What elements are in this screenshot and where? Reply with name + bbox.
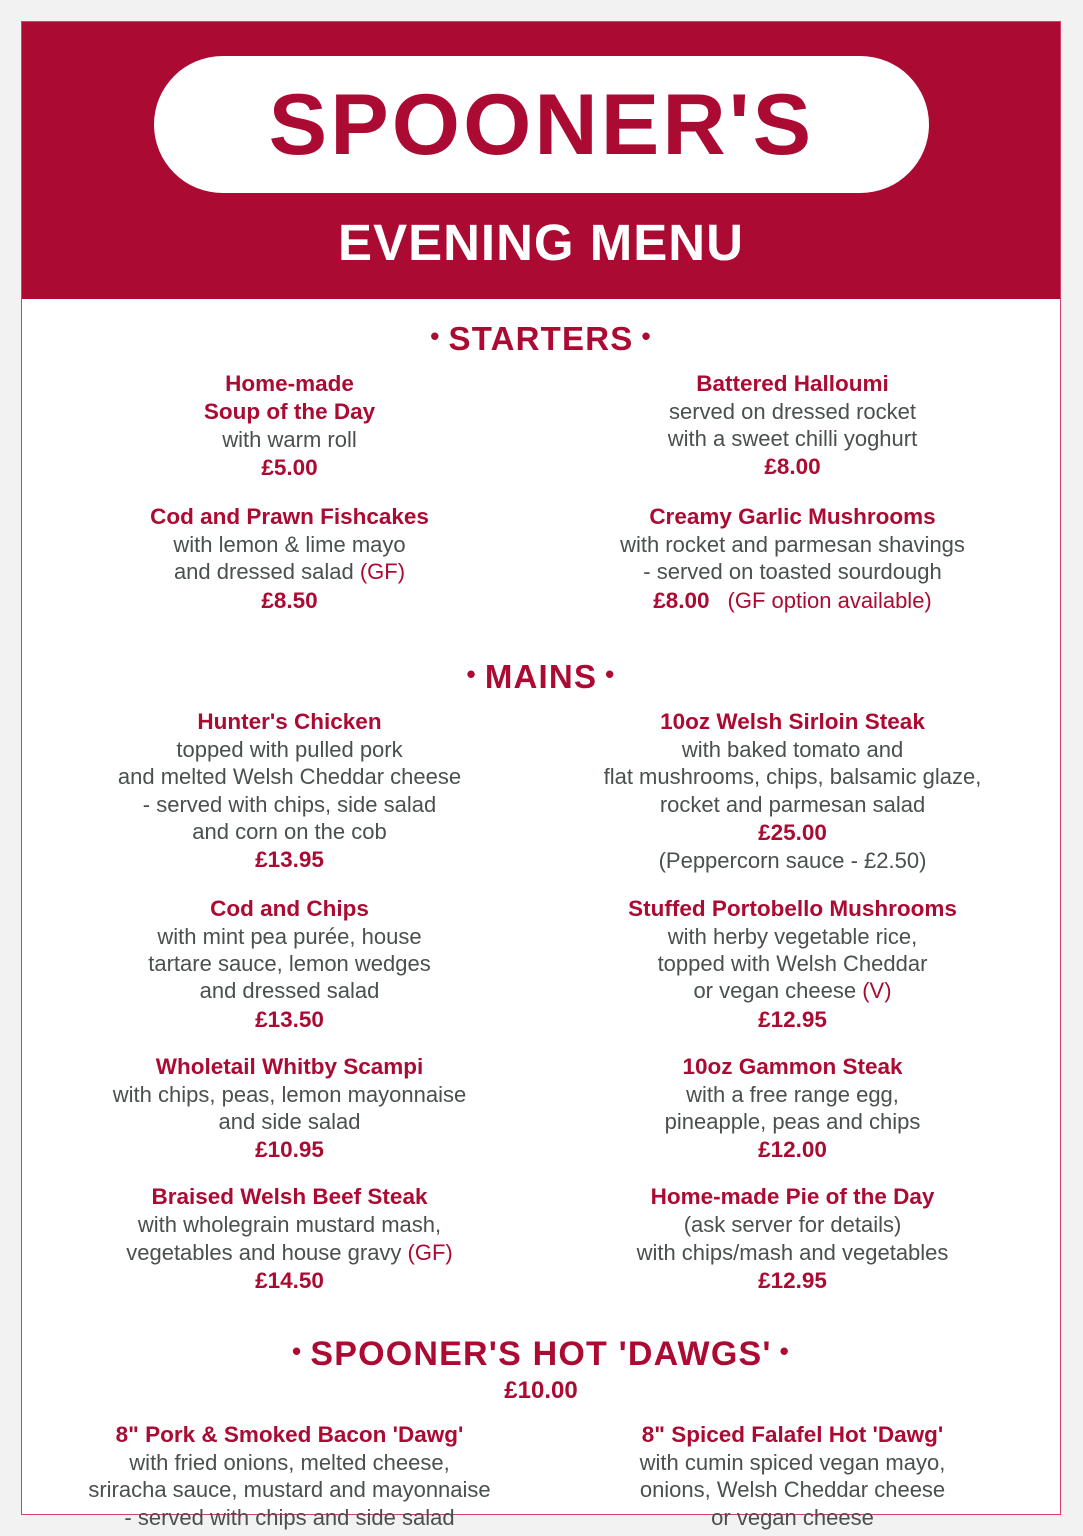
item-desc-line: with rocket and parmesan shavings [620, 532, 965, 558]
item-name-line2: Soup of the Day [203, 398, 376, 424]
item-price: £25.00 [758, 820, 827, 845]
section-title-mains [38, 658, 1044, 696]
item-price: £8.00 [653, 587, 710, 613]
item-name: Battered Halloumi [696, 371, 889, 396]
item-name: 8" Spiced Falafel Hot 'Dawg' [641, 1422, 944, 1448]
item-desc-text: vegetables and house gravy [126, 1239, 408, 1265]
dawgs-section-price: £10.00 [504, 1377, 578, 1405]
brand-logo-pill [154, 56, 929, 193]
menu-item [38, 1421, 541, 1531]
item-name: Cod and Prawn Fishcakes [150, 504, 429, 530]
item-desc-line: and corn on the cob [192, 819, 387, 844]
item-price: £12.00 [758, 1137, 827, 1163]
item-price: £5.00 [261, 455, 318, 481]
bullet-icon: • [779, 1336, 790, 1367]
menu-item [541, 895, 1044, 1034]
section-title-starters [38, 322, 1044, 355]
item-price: £13.50 [255, 1006, 324, 1032]
bullet-icon: • [466, 659, 477, 690]
item-desc-line: tartare sauce, lemon wedges [148, 951, 431, 976]
dietary-tag: (V) [862, 978, 892, 1004]
item-desc-line: sriracha sauce, mustard and mayonnaise [88, 1477, 491, 1503]
bullet-icon: • [605, 659, 616, 690]
item-desc-line: flat mushrooms, chips, balsamic glaze, [603, 764, 982, 790]
item-desc-line: with mint pea purée, house [157, 923, 422, 949]
item-name: 10oz Welsh Sirloin Steak [660, 709, 925, 735]
item-name: Wholetail Whitby Scampi [155, 1053, 424, 1079]
item-desc-line: topped with Welsh Cheddar [657, 951, 928, 976]
item-price: £13.95 [255, 847, 324, 873]
item-desc-line: (ask server for details) [683, 1212, 902, 1238]
item-desc-line: with chips/mash and vegetables [636, 1239, 949, 1265]
menu-item [541, 1421, 1044, 1531]
item-desc-line: with chips, peas, lemon mayonnaise [112, 1081, 467, 1107]
item-desc-line: with warm roll [222, 426, 357, 452]
menu-item [541, 708, 1044, 876]
menu-item [38, 708, 541, 876]
dietary-tag: (GF) [407, 1239, 453, 1265]
brand-name: SPOONER'S [268, 76, 814, 173]
item-desc-line: with cumin spiced vegan mayo, [639, 1450, 946, 1476]
item-price: £14.50 [255, 1267, 324, 1293]
item-desc-line [48, 558, 531, 585]
item-name: Hunter's Chicken [197, 709, 382, 735]
item-desc-text: or vegan cheese [693, 978, 863, 1004]
item-desc-line: with a free range egg, [686, 1081, 899, 1107]
item-desc-line: rocket and parmesan salad [659, 791, 926, 817]
menu-item [541, 370, 1044, 482]
item-name: Home-made Pie of the Day [650, 1184, 935, 1210]
section-title-hot-dawgs [38, 1335, 1044, 1374]
item-desc-line: with fried onions, melted cheese, [129, 1450, 450, 1476]
dietary-note: (GF option available) [727, 587, 932, 613]
menu-item [541, 1053, 1044, 1165]
dawgs-heading-text: SPOONER'S HOT 'DAWGS' [310, 1335, 772, 1374]
mains-grid [38, 708, 1044, 1314]
item-desc-line: - served on toasted sourdough [643, 559, 942, 585]
item-desc-line [551, 977, 1034, 1004]
mains-heading-text: MAINS [484, 658, 598, 696]
item-desc-line: - served with chips and side salad [124, 1504, 455, 1530]
item-desc-line: with lemon & lime mayo [173, 532, 406, 558]
item-desc-line: - served with chips, side salad [142, 791, 437, 817]
item-desc-line [48, 1239, 531, 1266]
item-price: £8.50 [261, 587, 318, 613]
menu-item [541, 1183, 1044, 1295]
bullet-icon: • [292, 1336, 303, 1367]
item-price-row [653, 586, 932, 616]
item-desc-line: with baked tomato and [681, 737, 904, 763]
menu-content [22, 322, 1060, 1531]
item-desc-line: and melted Welsh Cheddar cheese [117, 764, 462, 790]
item-desc-line: onions, Welsh Cheddar cheese [639, 1477, 946, 1503]
dietary-tag: (GF) [359, 559, 406, 585]
menu-item [38, 895, 541, 1034]
item-price: £10.95 [255, 1137, 324, 1163]
item-name: 10oz Gammon Steak [682, 1053, 903, 1079]
item-desc-line: served on dressed rocket [668, 398, 917, 424]
menu-page [21, 21, 1061, 1530]
item-desc-line: with wholegrain mustard mash, [137, 1212, 442, 1238]
item-name: Braised Welsh Beef Steak [151, 1184, 428, 1210]
item-desc-line: pineapple, peas and chips [664, 1108, 921, 1134]
item-desc-line: and dressed salad [199, 978, 380, 1004]
menu-item [38, 370, 541, 482]
item-name: Stuffed Portobello Mushrooms [628, 895, 957, 921]
item-desc-line: with herby vegetable rice, [667, 923, 918, 949]
starters-heading-text: STARTERS [448, 320, 634, 357]
menu-item [38, 1053, 541, 1165]
bullet-icon: • [430, 321, 441, 351]
dawgs-grid [38, 1421, 1044, 1531]
item-desc-text: and dressed salad [173, 559, 360, 585]
item-desc-line: with a sweet chilli yoghurt [667, 426, 918, 452]
menu-subtitle: EVENING MENU [338, 214, 744, 271]
starters-grid [38, 370, 1044, 636]
menu-item [38, 503, 541, 615]
item-extra-note: (Peppercorn sauce - £2.50) [658, 848, 927, 874]
item-desc-line: and side salad [218, 1108, 361, 1134]
item-name: Cod and Chips [210, 895, 369, 921]
item-price: £8.00 [764, 454, 821, 480]
item-price: £12.95 [758, 1267, 827, 1293]
item-name: Creamy Garlic Mushrooms [649, 504, 936, 530]
bullet-icon: • [641, 321, 652, 351]
menu-header [22, 22, 1060, 299]
item-desc-line: or vegan cheese [711, 1504, 874, 1530]
menu-item [541, 503, 1044, 615]
item-name: 8" Pork & Smoked Bacon 'Dawg' [115, 1422, 464, 1448]
menu-item [38, 1183, 541, 1295]
item-price: £12.95 [758, 1006, 827, 1032]
item-desc-line: topped with pulled pork [176, 737, 403, 763]
item-name: Home-made [225, 371, 354, 396]
